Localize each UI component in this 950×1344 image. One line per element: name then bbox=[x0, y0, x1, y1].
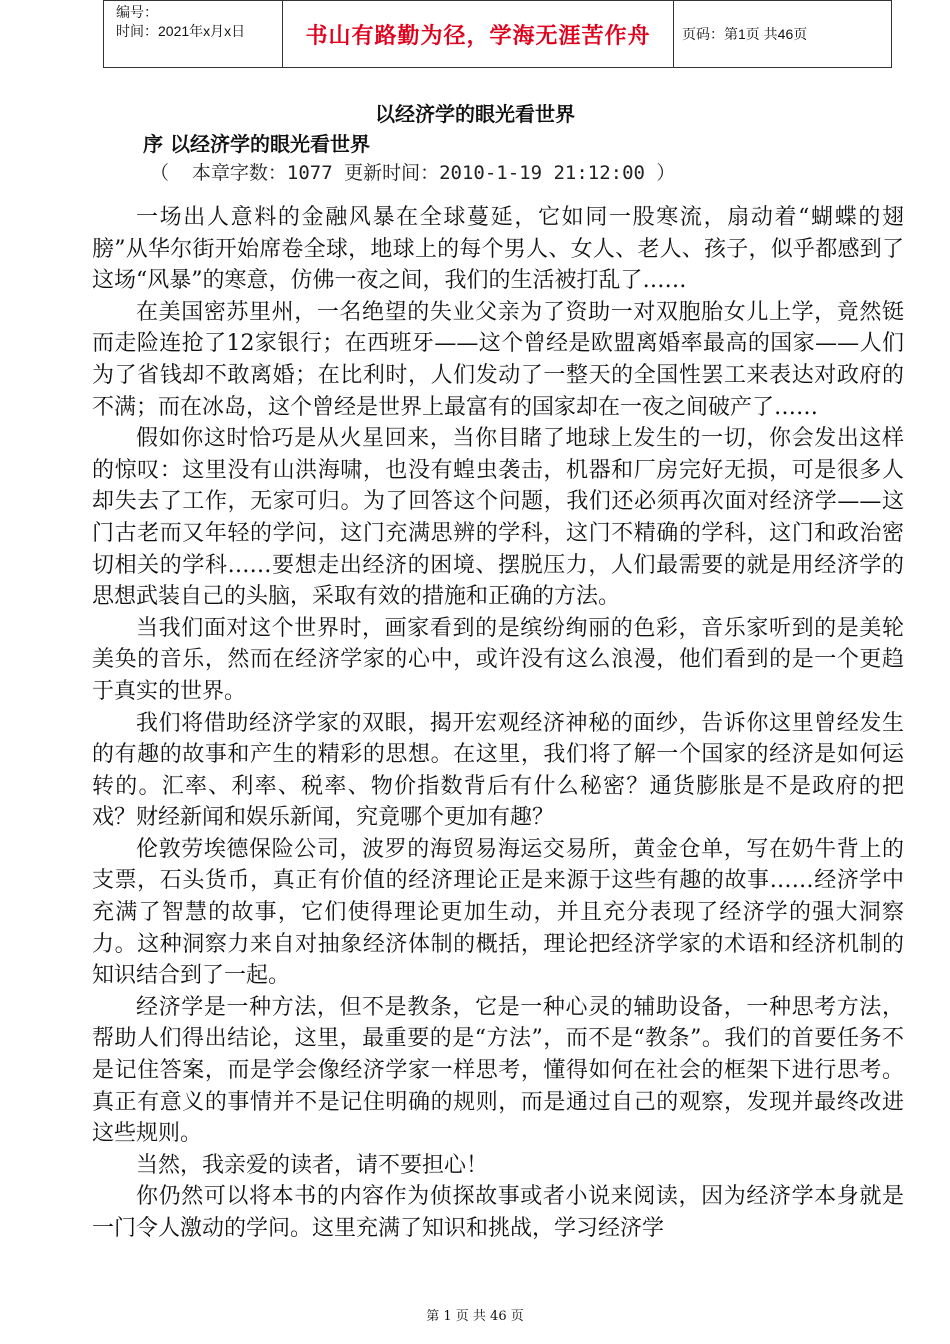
paragraph: 一场出人意料的金融风暴在全球蔓延，它如同一股寒流，扇动着“蝴蝶的翅膀”从华尔街开始席卷全球，地球上的每个男人、女人、老人、孩子，似乎都感到了这场“风暴”的寒意，仿佛一夜之间，我们的生活被打乱了…… bbox=[92, 205, 904, 294]
paragraph: 当我们面对这个世界时，画家看到的是缤纷绚丽的色彩，音乐家听到的是美轮美奂的音乐，然而在经济学家的心中，或许没有这么浪漫，他们看到的是一个更趋于真实的世界。 bbox=[92, 615, 904, 704]
serial-label: 编号： bbox=[116, 4, 158, 20]
paragraph: 你仍然可以将本书的内容作为侦探故事或者小说来阅读，因为经济学本身就是一门令人激动的学问。这里充满了知识和挑战，学习经济学 bbox=[92, 1184, 904, 1241]
paragraph: 假如你这时恰巧是从火星回来，当你目睹了地球上发生的一切，你会发出这样的惊叹：这里没有山洪海啸，也没有蝗虫袭击，机器和厂房完好无损，可是很多人却失去了工作，无家可归。为了回答这个问题，我们还必须再次面对经济学——这门古老而又年轻的学问，这门充满思辨的学科，这门不精确的学科，这门和政治密切相关的学科……要想走出经济的困境、摆脱压力，人们最需要的就是用经济学的思想武装自己的头脑，采取有效的措施和正确的方法。 bbox=[92, 426, 904, 610]
page-footer: 第 1 页 共 46 页 bbox=[426, 1309, 524, 1324]
chapter-heading: 序 以经济学的眼光看世界 bbox=[143, 132, 370, 156]
header-page-info: 页码：第1页 共46页 bbox=[674, 1, 892, 68]
paragraph: 在美国密苏里州，一名绝望的失业父亲为了资助一对双胞胎女儿上学，竟然铤而走险连抢了12家银行；在西班牙——这个曾经是欧盟离婚率最高的国家——人们为了省钱却不敢离婚；在比利时，人们发动了一整天的全国性罢工来表达对政府的不满；而在冰岛，这个曾经是世界上最富有的国家却在一夜之间破产了…… bbox=[92, 299, 904, 420]
header-info-cell bbox=[104, 1, 283, 68]
header-motto: 书山有路勤为径，学海无涯苦作舟 bbox=[283, 1, 674, 68]
page-header bbox=[103, 0, 892, 68]
date-label: 时间：2021年x月x日 bbox=[116, 23, 246, 39]
paragraph: 经济学是一种方法，但不是教条，它是一种心灵的辅助设备，一种思考方法，帮助人们得出结论，这里，最重要的是“方法”，而不是“教条”。我们的首要任务不是记住答案，而是学会像经济学家一样思考，懂得如何在社会的框架下进行思考。真正有意义的事情并不是记住明确的规则，而是通过自己的观察，发现并最终改进这些规则。 bbox=[92, 994, 904, 1147]
chapter-meta: （ 本章字数：1077 更新时间：2010-1-19 21:12:00 ） bbox=[150, 162, 676, 184]
paragraph: 我们将借助经济学家的双眼，揭开宏观经济神秘的面纱，告诉你这里曾经发生的有趣的故事和产生的精彩的思想。在这里，我们将了解一个国家的经济是如何运转的。汇率、利率、税率、物价指数背后有什么秘密？通货膨胀是不是政府的把戏？财经新闻和娱乐新闻，究竟哪个更加有趣？ bbox=[92, 710, 904, 831]
paragraph: 伦敦劳埃德保险公司，波罗的海贸易海运交易所，黄金仓单，写在奶牛背上的支票，石头货币，真正有价值的经济理论正是来源于这些有趣的故事……经济学中充满了智慧的故事，它们使得理论更加生动，并且充分表现了经济学的强大洞察力。这种洞察力来自对抽象经济体制的概括，理论把经济学家的术语和经济机制的知识结合到了一起。 bbox=[92, 836, 904, 989]
paragraph: 当然，我亲爱的读者，请不要担心！ bbox=[136, 1152, 489, 1178]
document-body bbox=[92, 202, 904, 1245]
document-title: 以经济学的眼光看世界 bbox=[375, 102, 575, 126]
